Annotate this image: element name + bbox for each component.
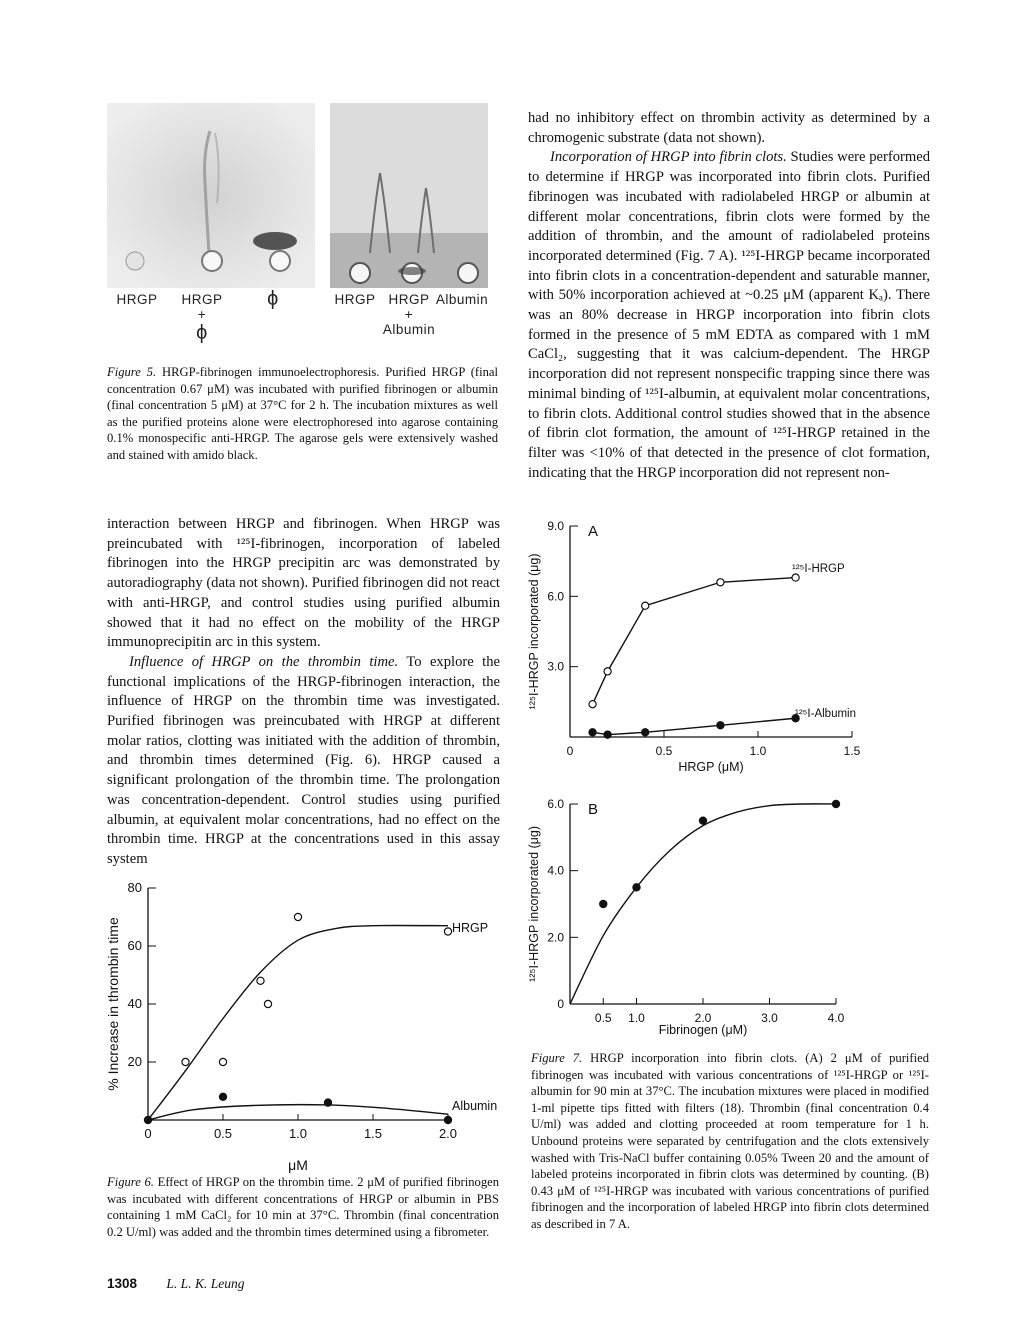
series-label: Albumin: [452, 1099, 498, 1113]
gel-label-phi-1: ϕ: [196, 322, 208, 344]
y-tick-label: 6.0: [547, 589, 564, 604]
x-tick-label: 0: [144, 1126, 152, 1141]
gel-image-left: [107, 103, 315, 288]
open-data-point: [589, 701, 596, 708]
open-data-point: [444, 928, 451, 935]
x-tick-label: 1.0: [749, 744, 767, 758]
series-line-1: [593, 718, 796, 734]
gel-image-right: [330, 103, 488, 288]
y-axis-label: % Increase in thrombin time: [105, 917, 121, 1091]
filled-data-point: [144, 1116, 151, 1123]
series-line-0: [593, 578, 796, 705]
right-body-text: [528, 109, 930, 483]
x-axis-label: μM: [288, 1157, 308, 1173]
filled-data-point: [717, 722, 724, 729]
gel-label-plus-2: +: [404, 307, 414, 322]
figure5-caption: [107, 364, 498, 464]
gel-label-plus-1: +: [197, 307, 207, 322]
y-tick-label: 9.0: [547, 519, 564, 533]
figure6-chart: [100, 870, 500, 1175]
gel-label-albumin-2: Albumin: [382, 322, 436, 337]
y-tick-label: 60: [127, 938, 142, 953]
gel-label-hrgp-1: HRGP: [116, 292, 158, 307]
panel-label: B: [588, 801, 599, 818]
figure7b-chart: [520, 790, 930, 1040]
figure7-caption-text: HRGP incorporation into fibrin clots. (A) 2 μM of purified fibrinogen was incubated with various concentrations of ¹²⁵I-HRGP or ¹²⁵I-albumin for 90 min at 37°C. The incubation mixtures were placed in modified 1-ml pipette tips fitted with filters (18). Thrombin (final concentration 0.4 U/ml) was added and clotting proceeded at room temperature for 1 h. Unbound proteins were separated by centrifugation and the clots extensively washed with Tris-NaCl buffer containing 0.05% Tween 20 and the amount of labeled proteins incorporated in fibrin clots was determined by counting. (B) 0.43 μM of ¹²⁵I-HRGP was incubated with various concentrations of purified fibrinogen and the incorporation of labeled HRGP into fibrin clots determined as described in 7 A.: [531, 1051, 930, 1231]
right-paragraph-1: had no inhibitory effect on thrombin activity as determined by a chromogenic substrate (data not shown).: [528, 110, 930, 146]
open-data-point: [182, 1058, 189, 1065]
open-data-point: [792, 574, 799, 581]
y-tick-label: 4.0: [547, 863, 564, 878]
y-tick-label: 20: [127, 1054, 142, 1069]
open-data-point: [257, 977, 264, 984]
x-tick-label: 4.0: [827, 1011, 845, 1025]
left-body-text: [107, 515, 500, 870]
y-tick-label: 0: [557, 997, 564, 1011]
filled-data-point: [589, 729, 596, 736]
series-label: ¹²⁵I-HRGP: [792, 563, 845, 575]
series-label: ¹²⁵I-Albumin: [795, 708, 856, 720]
y-tick-label: 80: [127, 880, 142, 895]
right-paragraph-2-text: Studies were performed to determine if HRGP was incorporated into fibrin clots. Purified fibrinogen was incubated with radiolabeled HRGP or albumin at different molar concentrations, fibrin clots were formed by the addition of thrombin, and the amount of radiolabeled proteins incorporated determined (Fig. 7 A). ¹²⁵I-HRGP became incorporated into fibrin clots in a concentration-dependent and saturable manner, with 50% incorporation achieved at ~0.25 μM (apparent Kₐ). There was an 80% decrease in HRGP incorporation into fibrin clots formed in the presence of 5 mM EDTA as compared with 1 mM CaCl₂, suggesting that it was calcium-dependent. The HRGP incorporation did not represent nonspecific trapping since there was minimal binding of ¹²⁵I-albumin, at equivalent molar concentrations, to fibrin clots. Additional control studies showed that in the absence of fibrin clot formation, the amount of ¹²⁵I-HRGP retained in the filter was <10% of that detected in the presence of clot formation, indicating that the HRGP incorporation did not represent non-: [528, 149, 930, 481]
x-tick-label: 0.5: [594, 1011, 612, 1025]
figure7-caption: [531, 1050, 929, 1233]
open-data-point: [604, 668, 611, 675]
open-data-point: [642, 602, 649, 609]
figure7-caption-lead: Figure 7.: [531, 1051, 583, 1065]
open-data-point: [294, 913, 301, 920]
y-axis-label: ¹²⁵I-HRGP incorporated (μg): [527, 826, 541, 982]
panel-label: A: [588, 523, 599, 540]
gel-label-hrgp-3: HRGP: [334, 292, 376, 307]
x-axis-label: HRGP (μM): [678, 760, 744, 774]
right-paragraph-2: [528, 148, 930, 483]
filled-data-point: [633, 884, 640, 891]
x-tick-label: 1.0: [288, 1126, 308, 1141]
gel-label-phi-2: ϕ: [267, 288, 279, 310]
x-tick-label: 0.5: [655, 744, 673, 758]
figure6-caption-text: Effect of HRGP on the thrombin time. 2 μM of purified fibrinogen was incubated with different concentrations of HRGP or albumin in PBS containing 1 mM CaCl₂ for 10 min at 37°C. Thrombin (final concentration 0.2 U/ml) was added and the thrombin times determined using a fibrometer.: [107, 1175, 499, 1239]
series-line-0: [570, 804, 836, 1004]
y-tick-label: 3.0: [547, 659, 564, 674]
filled-data-point: [699, 817, 706, 824]
left-paragraph-1: interaction between HRGP and fibrinogen. When HRGP was preincubated with ¹²⁵I-fibrinogen, incorporation of labeled fibrinogen into the HRGP precipitin arc was demonstrated by autoradiography (data not shown). Purified fibrinogen did not react with anti-HRGP, and control studies using purified albumin showed that it had no effect on the mobility of the HRGP immunoprecipitin arc in this system.: [107, 516, 500, 651]
x-axis-label: Fibrinogen (μM): [658, 1023, 748, 1037]
x-tick-label: 1.0: [628, 1011, 645, 1025]
section-head-thrombin-time: Influence of HRGP on the thrombin time.: [129, 653, 399, 670]
open-data-point: [219, 1058, 226, 1065]
y-tick-label: 2.0: [547, 930, 564, 945]
x-tick-label: 2.0: [438, 1126, 458, 1141]
figure7a-chart: [520, 512, 930, 780]
filled-data-point: [219, 1093, 226, 1100]
left-paragraph-2: [107, 653, 500, 870]
series-label: HRGP: [452, 921, 489, 935]
filled-data-point: [600, 900, 607, 907]
x-tick-label: 1.5: [843, 744, 861, 758]
figure5-caption-lead: Figure 5.: [107, 365, 157, 379]
filled-data-point: [444, 1116, 451, 1123]
page-footer: [107, 1276, 244, 1292]
figure5-photo-right: [330, 103, 488, 288]
filled-data-point: [604, 731, 611, 738]
gel-label-hrgp-4: HRGP: [388, 292, 430, 307]
figure6-caption: [107, 1174, 499, 1240]
open-data-point: [264, 1000, 271, 1007]
figure6-caption-lead: Figure 6.: [107, 1175, 154, 1189]
open-data-point: [717, 579, 724, 586]
x-tick-label: 2.0: [694, 1011, 712, 1025]
y-tick-label: 40: [127, 996, 142, 1011]
section-head-incorporation: Incorporation of HRGP into fibrin clots.: [550, 149, 787, 166]
y-tick-label: 6.0: [547, 797, 564, 811]
author-name: L. L. K. Leung: [166, 1276, 245, 1291]
x-tick-label: 0.5: [213, 1126, 233, 1141]
figure5-caption-text: HRGP-fibrinogen immunoelectrophoresis. Purified HRGP (final concentration 0.67 μM) was incubated with purified fibrinogen or albumin (final concentration 5 μM) at 37°C for 2 h. The incubation mixtures as well as the purified proteins alone were electrophoresed into agarose containing 0.1% monospecific anti-HRGP. The agarose gels were extensively washed and stained with amido black.: [107, 365, 498, 462]
y-axis-label: ¹²⁵I-HRGP incorporated (μg): [527, 553, 541, 710]
filled-data-point: [324, 1099, 331, 1106]
filled-data-point: [832, 800, 839, 807]
x-tick-label: 3.0: [761, 1011, 778, 1025]
left-paragraph-2-text: To explore the functional implications of the HRGP-fibrinogen interaction, the influence of HRGP on the thrombin time was investigated. Purified fibrinogen was preincubated with HRGP at different molar ratios, clotting was initiated with the addition of thrombin, and thrombin times determined (Fig. 6). HRGP caused a significant prolongation of the thrombin time. The prolongation was concentration-dependent. Control studies using purified albumin, at equivalent molar concentrations, had no effect on the thrombin time. HRGP at the concentrations used in this assay system: [107, 653, 500, 867]
gel-label-albumin-1: Albumin: [435, 292, 489, 307]
page-number: 1308: [107, 1276, 138, 1291]
gel-label-hrgp-2: HRGP: [181, 292, 223, 307]
filled-data-point: [642, 729, 649, 736]
figure5-photo-left: [107, 103, 315, 288]
x-tick-label: 1.5: [363, 1126, 383, 1141]
x-tick-label: 0: [566, 744, 574, 758]
series-line-0: [148, 925, 448, 1120]
